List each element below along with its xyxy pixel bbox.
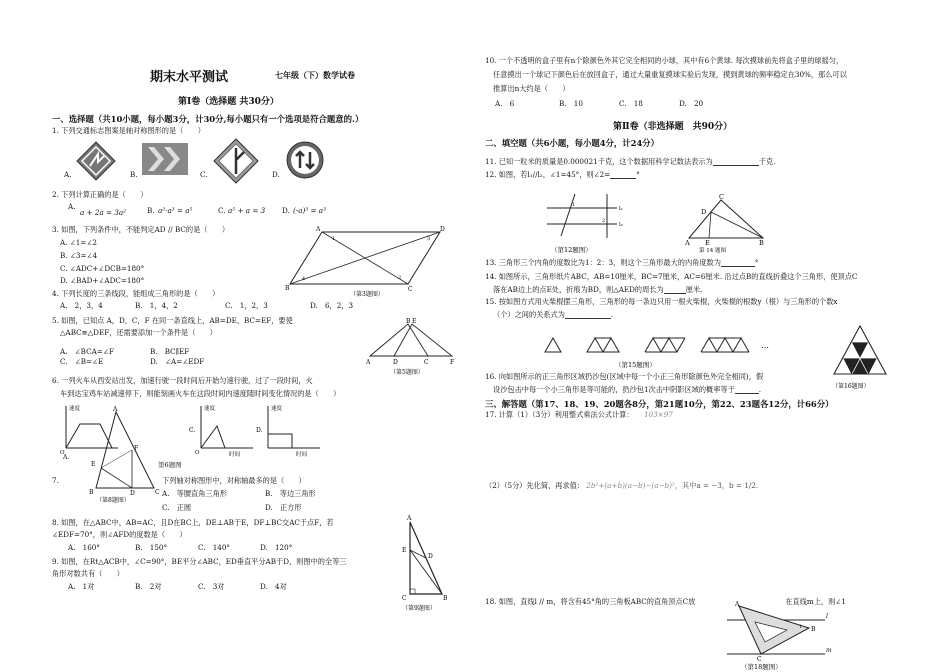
q2-option-c: C. [218, 206, 226, 215]
question-14: 14. 如图所示，三角形纸片ABC，AB=10厘米，BC=7厘米，AC=6厘米. 沿过点B的直线折叠这个三角形，使顶点C [485, 272, 858, 281]
q7-option-a: A. 等腰直角三角形 [162, 489, 227, 498]
question-3: 3. 如图，下列条件中，不能判定AD // BC的是（ ） [52, 225, 230, 234]
graph-a-ylabel: 速度 [69, 406, 81, 412]
paper-subtitle: 七年级（下）数学试卷 [275, 70, 355, 80]
fig12-caption: （第12题图） [551, 246, 592, 254]
fig5-label-f: F [450, 359, 455, 366]
fig9-label-c: C [402, 595, 407, 602]
paper-title: 期末水平测试 [150, 70, 229, 85]
figure-9-right-triangle [400, 514, 460, 614]
q7-option-d: D. 正方形 [265, 503, 302, 512]
fig3-label-1: 1 [332, 236, 336, 242]
q9-option-b: B. 2对 [135, 582, 162, 591]
graph-d-ylabel: 速度 [271, 406, 283, 412]
q2-expr-d: (-a)³ = a³ [293, 206, 326, 215]
fig14-label-c: C [719, 193, 724, 201]
fig9-label-a: A [407, 515, 412, 522]
fig18-label-l: l [826, 613, 828, 620]
fig5-label-a: A [366, 359, 371, 366]
part2-section: 二、填空题（共6小题，每小题4分，计24分） [485, 138, 660, 148]
q5-option-a: A. ∠BCA=∠F [60, 347, 114, 356]
question-16: 16. 向如图所示的正三角形区域扔沙包(区域中每一个小正三角形除颜色外完全相同)，假 [485, 372, 764, 381]
graph-d-xlabel: 时间 [296, 452, 308, 458]
question-8: 8. 如图，在△ABC中，AB=AC，且D在BC上，DE⊥AB于E，DF⊥BC交AC于点F，若 [52, 518, 334, 527]
fig8-label-e: E [91, 461, 96, 468]
question-10: 10. 一个不透明的盒子里有n个除颜色外其它完全相同的小球，其中有6个黄球. 每次摸球前先将盒子里的球摇匀， [485, 56, 844, 65]
q4-option-b: B. 1，4，2 [135, 301, 178, 310]
no-overtake-sign-icon [75, 140, 117, 182]
fig5-caption: （第5题图） [390, 369, 424, 376]
q3-option-a: A. ∠1=∠2 [60, 238, 97, 247]
fig3-label-c: C [408, 286, 413, 293]
fig3-label-b: B [285, 285, 290, 292]
fig12-label-l2: l₂ [619, 222, 623, 228]
fig14-label-a: A [685, 239, 690, 247]
q8-option-c: C. 140° [198, 543, 231, 552]
fig18-label-m: m [826, 647, 832, 654]
figure-14-triangle [685, 194, 765, 252]
question-6: 6. 一列火车从西安站出发，加速行驶一段时间后开始匀速行驶，过了一段时间，火 [52, 376, 313, 385]
q4-option-d: D. 6，2，3 [310, 301, 354, 310]
part1-section: 一、选择题（共10小题，每小题3分，计30分,每小题只有一个选项是符合题意的.） [52, 114, 364, 124]
q5-option-c: C. ∠B=∠E [60, 357, 104, 366]
chevron-sign-icon [142, 143, 188, 175]
figure-3-parallelogram [285, 226, 445, 298]
q9-option-c: C. 3对 [198, 582, 225, 591]
figure-15-matchstick-triangles [535, 330, 775, 370]
question-9: 9. 如图，在Rt△ACB中，∠C=90°，BE平分∠ABC，ED垂直平分AB于D，则图中的全等三 [52, 557, 347, 566]
q10-option-d: D. 20 [679, 99, 704, 108]
q2-option-b: B. [147, 206, 155, 215]
figure-5-triangles [368, 318, 458, 376]
fig8-label-d: D [130, 490, 135, 497]
figure-18-set-square [725, 598, 835, 670]
graph-c-ylabel: 速度 [204, 406, 216, 412]
part3-section: 三、解答题（第17、18、19、20题各8分，第21题10分，第22、23题各12分，计66分） [485, 399, 834, 409]
question-15-line2: （个）之间的关系式为 . [493, 310, 614, 319]
speed-time-graph-d [256, 404, 322, 458]
q5-option-d: D. ∠A=∠EDF [150, 357, 205, 366]
question-16-line2: 设沙包击中每一个小三角形是等可能的，扔沙包1次击中阴影区域的概率等于 . [493, 385, 762, 394]
question-10-line3: 推算出n大约是（ ） [493, 84, 570, 93]
question-10-line2: 任意摸出一个球记下颜色后在放回盒子，通过大量重复摸球实验后发现，摸到黄球的频率稳定在30%，那么可以 [493, 70, 847, 79]
fig14-caption: 第 14 题图 [699, 248, 726, 254]
fig15-caption: （第15题图） [615, 361, 656, 369]
fig9-label-d: D [428, 553, 433, 560]
q3-option-b: B. ∠3=∠4 [60, 251, 98, 260]
fig8-caption: （第8题图） [96, 497, 130, 504]
question-14-line2: 落在AB边上的点E处，折痕为BD，则△AED的周长为 厘米. [493, 285, 703, 294]
q9-option-d: D. 4对 [260, 582, 287, 591]
fig3-caption: （第3题图） [350, 291, 384, 298]
q2-expr-b: a²·a³ = a⁵ [158, 206, 193, 215]
q9-option-a: A. 1对 [68, 582, 95, 591]
question-18: 18. 如图，直线l // m，将含有45°角的三角板ABC的直角顶点C放 在直线m上，则∠1 [485, 597, 846, 606]
fig3-label-3: 3 [427, 236, 431, 242]
q4-option-c: C. 1，2，3 [225, 301, 268, 310]
q10-option-a: A. 6 [495, 99, 515, 108]
right-column [485, 0, 905, 672]
question-8-line2: ∠EDF=70°，则∠AFD的度数是（ ） [52, 530, 187, 539]
q3-option-c: C. ∠ADC+∠DCB=180° [60, 264, 145, 273]
fig9-caption: （第9题图） [402, 605, 436, 612]
q1-option-a: A. [64, 170, 72, 179]
q2-option-a: A. [68, 202, 76, 211]
fig12-label-1: 1 [572, 202, 576, 208]
fig14-label-b: B [759, 239, 764, 247]
figure-8-triangle [86, 406, 196, 502]
fig18-label-1: 1 [799, 624, 803, 630]
fig18-label-c: C [757, 656, 762, 663]
graph-c-xlabel: 时间 [229, 452, 241, 458]
fig5-label-d: D [393, 359, 398, 366]
part2-heading: 第Ⅱ卷（非选择题 共90分） [613, 122, 733, 132]
fig8-label-c: C [155, 489, 160, 496]
fig14-label-d: D [701, 208, 707, 216]
fig5-label-e: E [412, 318, 417, 325]
q1-option-b: B. [130, 170, 138, 179]
q8-option-d: D. 120° [260, 543, 293, 552]
q10-option-c: C. 18 [619, 99, 643, 108]
fig5-label-c: C [424, 359, 429, 366]
q7-option-b: B. 等边三角形 [265, 489, 316, 498]
question-6-line2: 车到达宝鸡车站减速停下，则能刻画火车在这段时间内速度随时间变化情况的是（ ） [60, 389, 341, 398]
question-5: 5. 如图，已知点 A，D，C，F 在同一条直线上，AB=DE，BC=EF，要使 [52, 316, 293, 325]
fig12-label-2: 2 [602, 218, 606, 224]
question-9-line2: 角形对数共有（ ） [52, 569, 124, 578]
fig9-label-b: B [443, 595, 448, 602]
graph-c-origin: O [195, 450, 200, 456]
question-11: 11. 已知一粒米的质量是0.000021千克，这个数据用科学记数法表示为 千克. [485, 157, 776, 166]
part1-heading: 第Ⅰ卷（选择题 共30分） [178, 97, 279, 107]
question-17-part2: （2）（5分）先化简，再求值： 2b²+(a+b)(a−b)−(a−b)²，其中a = −3，b = 1/2. [485, 481, 759, 490]
graph-c-option: C. [189, 427, 196, 434]
figure-12-parallel-lines [547, 192, 629, 254]
graph-a-option: A. [63, 454, 70, 461]
question-17: 17. 计算（1）（3分）利用整式乘法公式计算： 103×97 [485, 410, 673, 419]
fig9-label-e: E [402, 547, 407, 554]
fig15-ellipsis: … [761, 341, 769, 350]
question-15: 15. 按如图方式用火柴棍摆三角形，三角形的每一条边只用一根火柴棍，火柴棍的根数y（根）与三角形的个数x [485, 297, 838, 306]
fig8-label-f: F [134, 445, 139, 452]
road-sign-icon [213, 138, 259, 184]
fig6-caption: 第6题图 [158, 461, 182, 469]
q4-option-a: A. 2，3，4 [60, 301, 103, 310]
graph-d-option: D. [256, 427, 263, 434]
q5-option-b: B. BC∥EF [150, 347, 190, 356]
fig3-label-4: 4 [302, 276, 306, 282]
question-13: 13. 三角形三个内角的度数比为1：2：3，则这个三角形最大的内角度数为 ° [485, 258, 759, 267]
fig18-label-b: B [811, 626, 816, 633]
q1-option-d: D. [272, 170, 280, 179]
fig18-label-a: A [735, 601, 740, 608]
fig16-caption: （第16题图） [832, 383, 870, 390]
q2-expr-c: a⁵ + a = 3 [228, 206, 266, 215]
q8-option-b: B. 150° [135, 543, 168, 552]
question-1: 1. 下列交通标志图案是轴对称图形的是（ ） [52, 126, 205, 135]
fig8-label-b: B [89, 489, 94, 496]
question-2: 2. 下列计算正确的是（ ） [52, 190, 148, 199]
fig18-caption: （第18题图） [741, 663, 782, 671]
q2-expr-a: a + 2a = 3a² [80, 208, 127, 217]
question-4: 4. 下列长度的三条线段，能组成三角形的是（ ） [52, 289, 220, 298]
fig8-label-a: A [113, 406, 118, 413]
fig3-label-2: 2 [398, 275, 402, 281]
q10-option-b: B. 10 [559, 99, 583, 108]
question-7-number: 7. [52, 476, 59, 485]
q1-option-c: C. [200, 170, 208, 179]
q7-option-c: C. 正圆 [162, 503, 192, 512]
figure-16-triangle-grid [830, 322, 894, 392]
q8-option-a: A. 160° [68, 543, 100, 552]
q2-option-d: D. [282, 206, 290, 215]
two-way-sign-icon [285, 140, 325, 180]
fig5-label-b: B [406, 318, 411, 325]
fig14-label-e: E [705, 239, 710, 247]
question-5-line2: △ABC≌△DEF，还需要添加一个条件是（ ） [60, 328, 217, 337]
speed-time-graph-c [189, 404, 255, 458]
graph-a-origin: O [60, 450, 65, 456]
fig3-label-a: A [316, 226, 321, 233]
question-12: 12. 如图，若l₁//l₂，∠1=45°，则∠2= ° [485, 170, 640, 179]
fig3-label-d: D [440, 226, 445, 233]
question-7: 下列轴对称图形中，对称轴最多的是（ ） [162, 476, 306, 485]
fig12-label-l1: l₁ [619, 206, 623, 212]
q3-option-d: D. ∠BAD+∠ADC=180° [60, 276, 145, 285]
left-column [50, 0, 460, 672]
